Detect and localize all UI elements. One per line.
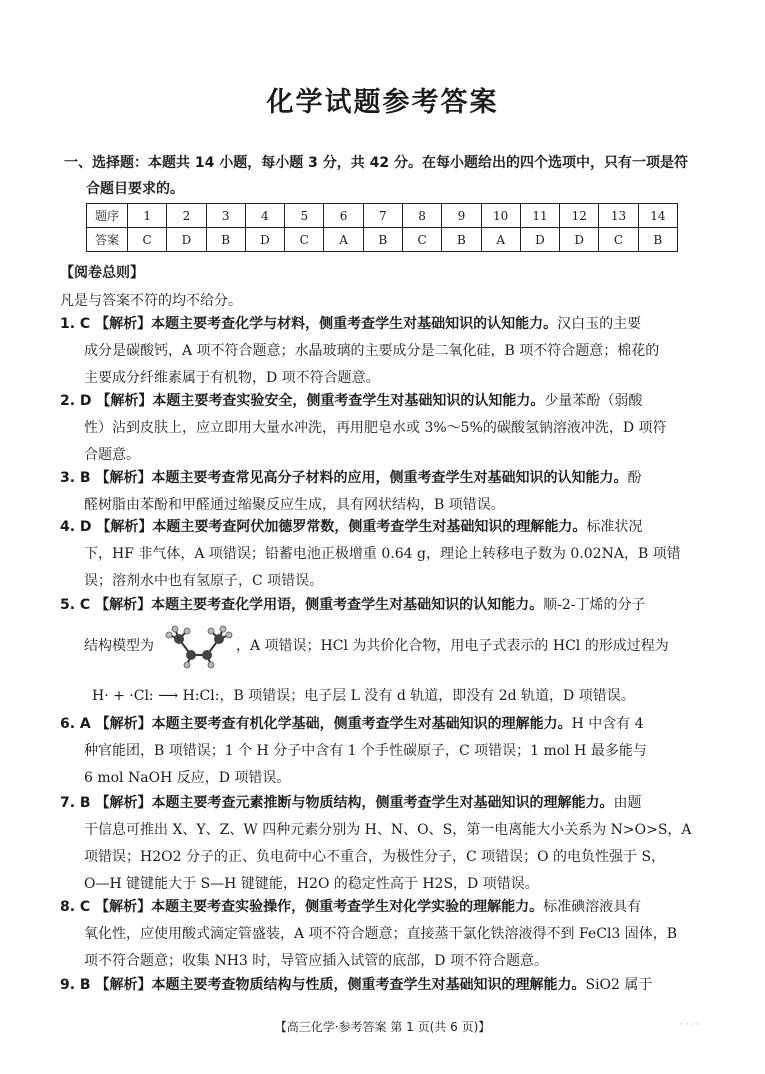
page-footer: 【高三化学·参考答案 第 1 页(共 6 页)】 <box>274 1020 491 1034</box>
answer-cell: C <box>128 228 167 252</box>
q2-line3: 合题意。 <box>84 447 140 463</box>
explanation-q4 <box>60 514 700 595</box>
answer-cell: B <box>638 228 677 252</box>
answer-cell: A <box>324 228 363 252</box>
q4-line1: 标准状况 <box>586 519 643 535</box>
q5-line2a: 结构模型为 <box>84 638 154 654</box>
explanation-q8 <box>60 894 700 975</box>
question-number-cell: 1 <box>128 204 167 228</box>
explanation-q5 <box>60 592 700 660</box>
hcl-electron-formula-line <box>92 685 635 705</box>
page-title: 化学试题参考答案 <box>266 87 499 118</box>
hcl-electron-formula: H· + ·Cl: ⟶ H:Cl: <box>92 688 220 704</box>
question-number-cell: 3 <box>206 204 245 228</box>
q8-line2: 氧化性，应使用酸式滴定管盛装，A 项不符合题意；直接蒸干氯化铁溶液得不到 FeCl3 固体，B <box>84 926 678 942</box>
answer-table <box>86 203 678 252</box>
q7-line2: 干信息可推出 X、Y、Z、W 四种元素分别为 H、N、O、S，第一电离能大小关系为 N>O>S，A <box>84 822 692 838</box>
answer-cell: D <box>167 228 206 252</box>
question-number-cell: 6 <box>324 204 363 228</box>
answer-cell: B <box>442 228 481 252</box>
q7-line1: 由题 <box>613 795 642 811</box>
q8-line3: 项不符合题意；收集 NH3 时，导管应插入试管的底部，D 项不符合题意。 <box>84 953 548 969</box>
explanation-q9 <box>60 972 700 999</box>
q6-line3: 6 mol NaOH 反应，D 项错误。 <box>84 770 291 786</box>
q1-line3: 主要成分纤维素属于有机物，D 项不符合题意。 <box>84 370 380 386</box>
q7-line4: O—H 键键能大于 S—H 键键能，H2O 的稳定性高于 H2S，D 项错误。 <box>84 876 539 892</box>
q4-head: 4. D 【解析】本题主要考查阿伏加德罗常数，侧重考查学生对基础知识的理解能力。 <box>60 519 587 535</box>
answer-cell: D <box>520 228 559 252</box>
cis-2-butene-ball-stick-model-icon <box>165 625 245 669</box>
q7-line3: 项错误；H2O2 分子的正、负电荷中心不重合，为极性分子，C 项错误；O 的电负性强于 S， <box>84 849 666 865</box>
q5-line1: 顺-2-丁烯的分子 <box>543 597 646 613</box>
explanation-q3 <box>60 465 700 519</box>
q8-head: 8. C 【解析】本题主要考查实验操作，侧重考查学生对化学实验的理解能力。 <box>60 899 544 915</box>
corner-mark: · · · · <box>680 1020 701 1030</box>
question-number-row <box>87 204 678 228</box>
answer-cell: D <box>560 228 599 252</box>
answer-cell: D <box>245 228 284 252</box>
question-number-label: 题序 <box>87 204 128 228</box>
q3-line1: 酚 <box>627 470 642 486</box>
q2-line2: 性）沾到皮肤上，应立即用大量水冲洗，再用肥皂水或 3%～5%的碳酸氢钠溶液冲洗，D 项符 <box>84 420 667 436</box>
q1-line2: 成分是碳酸钙，A 项不符合题意；水晶玻璃的主要成分是二氧化硅，B 项不符合题意；棉花的 <box>84 343 660 359</box>
q6-line1: H 中含有 4 <box>571 716 644 732</box>
grading-guide-heading: 【阅卷总则】 <box>60 265 144 281</box>
question-number-cell: 8 <box>402 204 441 228</box>
q3-head: 3. B 【解析】本题主要考查常见高分子材料的应用，侧重考查学生对基础知识的认知能力。 <box>60 470 628 486</box>
question-number-cell: 10 <box>481 204 520 228</box>
question-number-cell: 5 <box>285 204 324 228</box>
section-heading-line1: 一、选择题：本题共 14 小题，每小题 3 分，共 42 分。在每小题给出的四个选项中，只有一项是符 <box>64 155 688 171</box>
explanation-q6 <box>60 711 700 792</box>
q1-line1: 汉白玉的主要 <box>557 316 642 332</box>
question-number-cell: 4 <box>245 204 284 228</box>
answer-cell: C <box>402 228 441 252</box>
section-heading <box>64 150 704 202</box>
q4-line3: 误；溶剂水中也有氢原子，C 项错误。 <box>84 573 324 589</box>
answer-cell: B <box>363 228 402 252</box>
answer-cell: A <box>481 228 520 252</box>
question-number-cell: 2 <box>167 204 206 228</box>
question-number-cell: 7 <box>363 204 402 228</box>
q3-line2: 醛树脂由苯酚和甲醛通过缩聚反应生成，具有网状结构，B 项错误。 <box>84 497 505 513</box>
question-number-cell: 9 <box>442 204 481 228</box>
q5-line3b: ，B 项错误；电子层 L 没有 d 轨道，即没有 2d 轨道，D 项错误。 <box>219 688 635 704</box>
answer-row <box>87 228 678 252</box>
explanation-q2 <box>60 388 700 469</box>
q1-head: 1. C 【解析】本题主要考查化学与材料，侧重考查学生对基础知识的认知能力。 <box>60 316 558 332</box>
question-number-cell: 14 <box>638 204 677 228</box>
answer-cell: B <box>206 228 245 252</box>
q5-head: 5. C 【解析】本题主要考查化学用语，侧重考查学生对基础知识的认知能力。 <box>60 597 544 613</box>
q2-head: 2. D 【解析】本题主要考查实验安全，侧重考查学生对基础知识的认知能力。 <box>60 393 545 409</box>
grading-rule: 凡是与答案不符的均不给分。 <box>60 293 242 309</box>
q5-line2b: ，A 项错误；HCl 为共价化合物，用电子式表示的 HCl 的形成过程为 <box>236 638 669 654</box>
answer-label: 答案 <box>87 228 128 252</box>
q4-line2: 下，HF 非气体，A 项错误；铅蓄电池正极增重 0.64 g，理论上转移电子数为 0.02NA，B 项错 <box>84 546 681 562</box>
q9-line1: SiO2 属于 <box>585 977 653 993</box>
q9-head: 9. B 【解析】本题主要考查物质结构与性质，侧重考查学生对基础知识的理解能力。 <box>60 977 586 993</box>
question-number-cell: 11 <box>520 204 559 228</box>
q8-line1: 标准碘溶液具有 <box>543 899 642 915</box>
explanation-q7 <box>60 790 700 898</box>
q7-head: 7. B 【解析】本题主要考查元素推断与物质结构，侧重考查学生对基础知识的理解能力。 <box>60 795 614 811</box>
section-heading-line2: 合题目要求的。 <box>86 181 184 197</box>
q2-line1: 少量苯酚（弱酸 <box>544 393 643 409</box>
question-number-cell: 13 <box>599 204 638 228</box>
answer-cell: C <box>285 228 324 252</box>
q6-head: 6. A 【解析】本题主要考查有机化学基础，侧重考查学生对基础知识的理解能力。 <box>60 716 572 732</box>
explanation-q1 <box>60 311 700 392</box>
q6-line2: 种官能团，B 项错误；1 个 H 分子中含有 1 个手性碳原子，C 项错误；1 mol H 最多能与 <box>84 743 647 759</box>
answer-cell: C <box>599 228 638 252</box>
question-number-cell: 12 <box>560 204 599 228</box>
